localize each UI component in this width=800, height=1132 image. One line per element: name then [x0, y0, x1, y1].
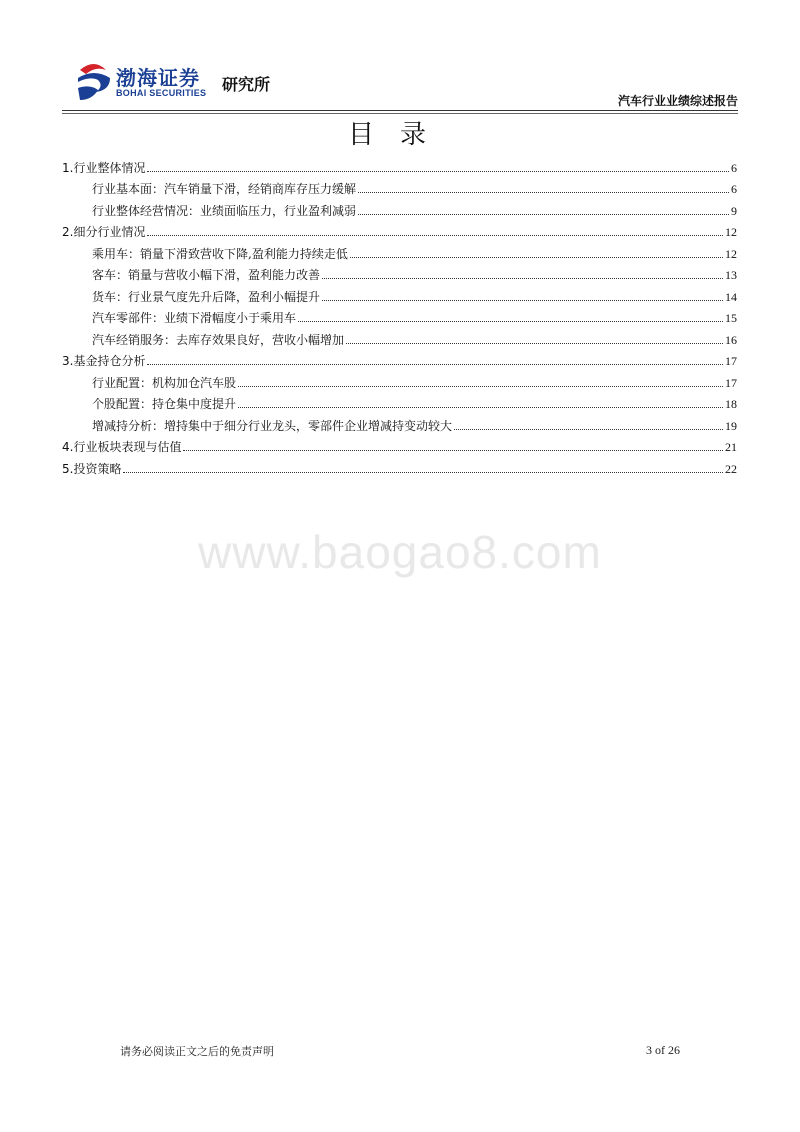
footer-page-number: 3 of 26 [646, 1043, 680, 1057]
toc-entry[interactable] [62, 305, 737, 327]
toc-entry-label[interactable]: 增减持分析：增持集中于细分行业龙头，零部件企业增减持变动较大 [92, 418, 453, 433]
toc-entry-page[interactable]: 12 [725, 225, 737, 239]
toc-entry[interactable] [62, 369, 737, 391]
toc-leader-dots [454, 429, 723, 430]
toc-entry-label[interactable]: 行业基本面：汽车销量下滑，经销商库存压力缓解 [92, 182, 357, 196]
page-header [0, 0, 800, 112]
logo-chinese-name: 渤海证券 [116, 66, 200, 90]
report-title: 汽车行业业绩综述报告 [617, 94, 738, 108]
toc-entry-label[interactable]: 2.细分行业情况 [62, 225, 146, 239]
toc-entry-label[interactable]: 行业整体经营情况：业绩面临压力，行业盈利减弱 [92, 203, 357, 218]
toc-entry[interactable] [62, 262, 737, 284]
logo-english-name: BOHAI SECURITIES [116, 88, 207, 98]
toc-entry-page[interactable]: 18 [725, 397, 737, 411]
toc-leader-dots [238, 386, 723, 387]
toc-entry-page[interactable]: 12 [725, 246, 737, 261]
toc-entry-label[interactable]: 行业配置：机构加仓汽车股 [92, 375, 237, 390]
toc-entry-page[interactable]: 17 [725, 375, 737, 390]
toc-entry[interactable] [62, 197, 737, 219]
toc-entry[interactable] [62, 240, 737, 262]
toc-leader-dots [346, 343, 723, 344]
toc-entry-label[interactable]: 5.投资策略 [62, 461, 122, 476]
toc-entry[interactable] [62, 154, 737, 176]
toc-entry[interactable] [62, 326, 737, 348]
toc-entry-label[interactable]: 1.行业整体情况 [62, 160, 146, 175]
toc-entry[interactable] [62, 434, 737, 456]
toc-leader-dots [147, 171, 729, 172]
toc-entry-page[interactable]: 17 [725, 354, 737, 368]
toc-leader-dots [123, 472, 723, 473]
toc-entry-page[interactable]: 16 [725, 332, 737, 347]
toc-leader-dots [358, 192, 729, 193]
toc-entry-page[interactable]: 13 [725, 268, 737, 282]
toc-leader-dots [350, 257, 723, 258]
toc-title: 目录 [347, 120, 452, 150]
toc-leader-dots [322, 300, 723, 301]
table-of-contents [62, 154, 737, 477]
toc-entry[interactable] [62, 348, 737, 370]
toc-entry-label[interactable]: 个股配置：持仓集中度提升 [92, 397, 237, 411]
toc-entry[interactable] [62, 455, 737, 477]
footer-disclaimer: 请务必阅读正文之后的免责声明 [120, 1045, 274, 1058]
toc-leader-dots [238, 407, 723, 408]
toc-entry-label[interactable]: 汽车经销服务：去库存效果良好，营收小幅增加 [92, 332, 345, 347]
toc-entry-page[interactable]: 14 [725, 289, 737, 304]
toc-entry-page[interactable]: 9 [731, 203, 737, 218]
toc-entry-label[interactable]: 4.行业板块表现与估值 [62, 440, 182, 454]
toc-entry[interactable] [62, 219, 737, 241]
toc-entry-page[interactable]: 21 [725, 440, 737, 454]
toc-entry-page[interactable]: 6 [731, 182, 737, 196]
logo-department: 研究所 [222, 75, 271, 94]
header-divider [62, 110, 738, 111]
bohai-logo-icon [76, 60, 112, 102]
toc-leader-dots [147, 235, 723, 236]
toc-entry-label[interactable]: 乘用车：销量下滑致营收下降,盈利能力持续走低 [92, 246, 348, 261]
toc-entry[interactable] [62, 176, 737, 198]
toc-leader-dots [358, 214, 729, 215]
toc-leader-dots [147, 364, 723, 365]
toc-leader-dots [183, 450, 723, 451]
watermark: www.baogao8.com [198, 526, 602, 578]
toc-entry[interactable] [62, 283, 737, 305]
company-logo [76, 60, 286, 104]
toc-entry-label[interactable]: 货车：行业景气度先升后降，盈利小幅提升 [92, 289, 321, 304]
toc-leader-dots [298, 321, 723, 322]
toc-entry-label[interactable]: 汽车零部件：业绩下滑幅度小于乘用车 [92, 311, 297, 325]
toc-entry-page[interactable]: 22 [725, 461, 737, 476]
toc-entry-label[interactable]: 客车：销量与营收小幅下滑，盈利能力改善 [92, 268, 321, 282]
toc-entry-page[interactable]: 19 [725, 418, 737, 433]
toc-entry-label[interactable]: 3.基金持仓分析 [62, 354, 146, 368]
toc-entry[interactable] [62, 412, 737, 434]
toc-leader-dots [322, 278, 723, 279]
toc-entry-page[interactable]: 15 [725, 311, 737, 325]
toc-entry[interactable] [62, 391, 737, 413]
toc-entry-page[interactable]: 6 [731, 160, 737, 175]
